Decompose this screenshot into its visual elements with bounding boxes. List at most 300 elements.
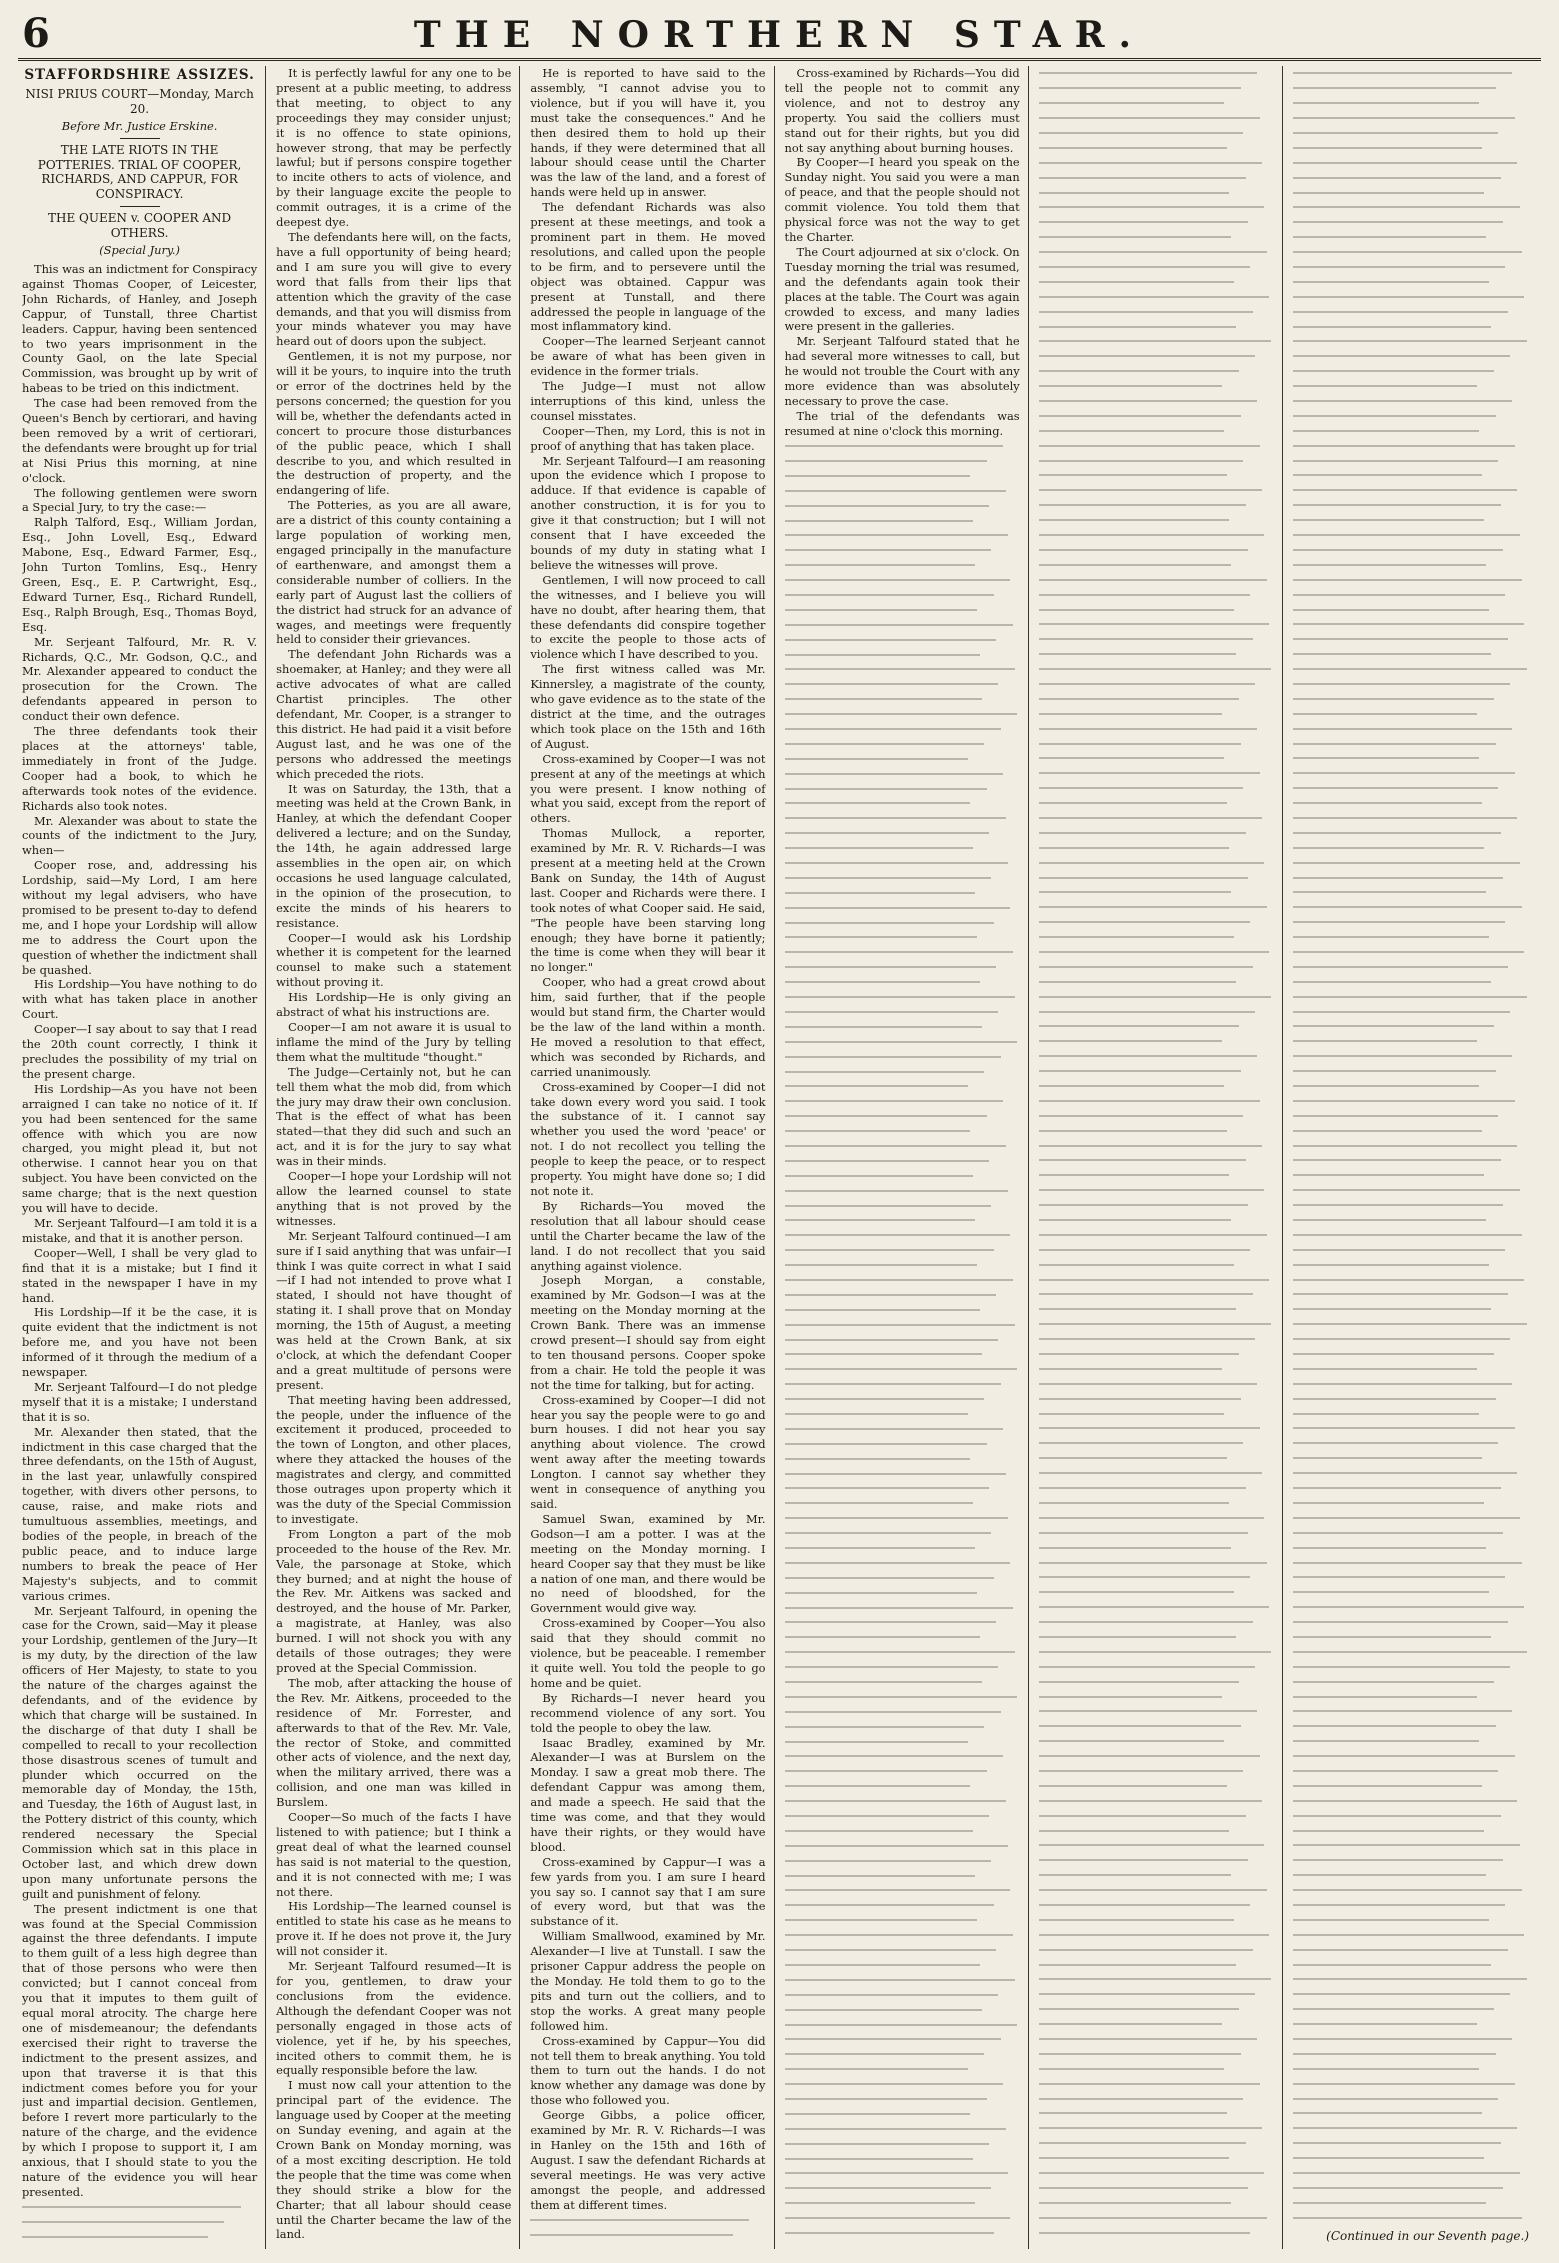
illegible-text-line [1293,215,1529,230]
illegible-text-line [1293,1838,1529,1853]
illegible-text-line [1039,1719,1274,1734]
article-paragraph: Mr. Serjeant Talfourd—I am told it is a mistake, and that it is another person. [22,1215,258,1245]
illegible-text-line [785,1451,1020,1466]
article-paragraph: Cross-examined by Cappur—You did not tell them to break anything. You told them to turn out the hands. I do not know whether any damage was done by those who followed you. [530,2033,766,2108]
illegible-text-line [785,1928,1020,1943]
illegible-text-line [1039,691,1274,706]
illegible-text-line [785,617,1020,632]
article-paragraph: Cooper—I am not aware it is usual to inflame the mind of the Jury by telling them what the multitude "thought." [276,1020,512,1064]
illegible-text-line [1293,1704,1529,1719]
illegible-text-line [1293,1912,1529,1927]
illegible-text-line [1039,289,1274,304]
illegible-text-line [785,885,1020,900]
column-1 [22,66,266,2249]
illegible-text-line [785,1809,1020,1824]
illegible-text-line [1039,528,1274,543]
illegible-text-line [1293,1942,1529,1957]
illegible-text-line [1293,1823,1529,1838]
illegible-text-line [1039,1451,1274,1466]
illegible-text-line [1293,870,1529,885]
illegible-text-line [1039,1347,1274,1362]
illegible-text-line [1039,260,1274,275]
article-paragraph: The Judge—Certainly not, but he can tell them what the mob did, from which the jury may draw their own conclusion. That is the effect of what has been stated—that they did such and such an act, and it is for the jury to say what was in their minds. [276,1064,512,1169]
illegible-text-line [1039,1079,1274,1094]
article-paragraph: Cross-examined by Cooper—I was not present at any of the meetings at which you were present. I know nothing of what you said, except from the report of others. [530,751,766,826]
article-paragraph: Mr. Serjeant Talfourd, Mr. R. V. Richards, Q.C., Mr. Godson, Q.C., and Mr. Alexander appeared to conduct the prosecution for the Crown. The defendants appeared in person to conduct their own defence. [22,634,258,724]
illegible-text-line [1039,1108,1274,1123]
illegible-text-line [1293,1749,1529,1764]
illegible-text-line [785,751,1020,766]
illegible-text-line [1293,1972,1529,1987]
illegible-text-line [1293,483,1529,498]
illegible-text-line [785,573,1020,588]
illegible-text-line [1039,394,1274,409]
illegible-text-line [785,841,1020,856]
illegible-text-line [785,1972,1020,1987]
illegible-text-line [1039,885,1274,900]
illegible-text-line [1039,1123,1274,1138]
article-heading: STAFFORDSHIRE ASSIZES. [24,67,255,83]
illegible-text-line [1293,185,1529,200]
illegible-text-line [785,1005,1020,1020]
illegible-text-line [1039,408,1274,423]
illegible-text-line [1293,1406,1529,1421]
illegible-text-line [1293,200,1529,215]
article-paragraph: Cross-examined by Richards—You did tell the people not to commit any violence, and not to destroy any property. You said the colliers must stand out for their rights, but you did not say anything about burning houses. [784,66,1020,155]
illegible-text-line [1293,2195,1529,2210]
article-paragraph: The present indictment is one that was found at the Special Commission against the three defendants. I impute to them guilt of a less high degree than that of those persons who were then convicted; but I cannot conceal from you that it imputes to them guilt of equal moral atrocity. The charge here one of misdemeanour; the defendants exercised their right to traverse the indictment to the present assizes, and upon that traverse it is that this indictment comes before you for your just and impartial decision. Gentlemen, before I revert more particularly to the nature of the charge, and the evidence by which I propose to support it, I am anxious, that I should state to you the nature of the evidence you will hear presented. [22,1901,258,2199]
illegible-text-line [1293,289,1529,304]
illegible-text-line [1039,1287,1274,1302]
jury-line: (Special Jury.) [99,243,180,258]
illegible-text-line [1039,1987,1274,2002]
illegible-text-line [1293,453,1529,468]
illegible-text-line [1039,2061,1274,2076]
illegible-text-line [785,468,1020,483]
illegible-text-line [785,1779,1020,1794]
article-paragraph: The defendants here will, on the facts, have a full opportunity of being heard; and I am sure you will give to every word that falls from their lips that attention which the gravity of the case demands, and that you will dismiss from your minds whatever you may have heard out of doors upon the subject. [276,229,512,349]
illegible-text-line [785,1109,1020,1124]
illegible-text-line [1293,498,1529,513]
illegible-text-line [1039,945,1274,960]
illegible-text-line [785,2077,1020,2092]
illegible-text-line [1293,1778,1529,1793]
article-paragraph: The Judge—I must not allow interruptions of this kind, unless the counsel misstates. [530,379,766,423]
illegible-text-line [1039,1749,1274,1764]
illegible-text-line [1293,1004,1529,1019]
illegible-text-line [785,1600,1020,1615]
column-4 [785,66,1029,2249]
illegible-text-line [1293,528,1529,543]
illegible-text-line [1293,662,1529,677]
illegible-text-line [1039,677,1274,692]
article-paragraph: This was an indictment for Conspiracy against Thomas Cooper, of Leicester, John Richards, of Hanley, and Joseph Cappur, of Tunstall, three Chartist leaders. Cappur, having been sentenced to two years imprisonment in the County Gaol, on the late Special Commission, was brought up by writ of habeas to be tried on this indictment. [22,261,258,396]
illegible-text-line [1039,349,1274,364]
illegible-text-line [1039,1034,1274,1049]
illegible-text-line [1039,1391,1274,1406]
illegible-text-line [1293,1615,1529,1630]
illegible-text-line [1293,1034,1529,1049]
illegible-text-line [785,960,1020,975]
illegible-text-line [785,1526,1020,1541]
illegible-text-line [1039,334,1274,349]
illegible-text-line [785,1868,1020,1883]
illegible-text-line [785,1407,1020,1422]
illegible-text-line [1293,1466,1529,1481]
illegible-text-line [1039,647,1274,662]
illegible-text-line [1039,1823,1274,1838]
illegible-text-line [785,2136,1020,2151]
illegible-text-line [1039,1793,1274,1808]
illegible-text-line [1293,1332,1529,1347]
illegible-text-line [785,1049,1020,1064]
illegible-text-line [1293,1883,1529,1898]
illegible-text-line [1293,1585,1529,1600]
illegible-text-line [1293,1421,1529,1436]
illegible-text-line [785,1362,1020,1377]
illegible-text-line [1293,1213,1529,1228]
illegible-text-line [1039,602,1274,617]
illegible-text-line [1039,1183,1274,1198]
illegible-text-line [1293,989,1529,1004]
illegible-text-line [1039,781,1274,796]
illegible-text-line [1039,915,1274,930]
illegible-text-line [1039,1436,1274,1451]
illegible-text-line [1039,1674,1274,1689]
illegible-text-line [1039,617,1274,632]
illegible-text-line [1039,2076,1274,2091]
illegible-text-line [1039,1778,1274,1793]
illegible-text-line [22,2215,257,2230]
article-paragraph: The case had been removed from the Queen's Bench by certiorari, and having been removed by a writ of certiorari, the defendants were brought up for trial at Nisi Prius this morning, at nine o'clock. [22,396,258,485]
article-paragraph: Mr. Alexander then stated, that the indictment in this case charged that the three defendants, on the 15th of August, in the last year, unlawfully conspired together, with divers other persons, to cause, raise, and make riots and tumultuous assemblies, meetings, and bodies of the people, in breach of the public peace, and to induce large numbers to break the peace of Her Majesty's subjects, and to commit various crimes. [22,1424,258,1603]
illegible-text-line [785,1139,1020,1154]
illegible-text-line [1293,1793,1529,1808]
illegible-text-line [1039,1525,1274,1540]
illegible-text-line [1293,557,1529,572]
article-paragraph: The three defendants took their places at the attorneys' table, immediately in front of the Judge. Cooper had a book, to which he afterwards took notes of the evidence. Richards also took notes. [22,724,258,813]
illegible-text-line [1293,2002,1529,2017]
illegible-text-line [1039,1168,1274,1183]
illegible-text-line [1039,453,1274,468]
continued-note: (Continued in our Seventh page.) [1326,2229,1529,2244]
illegible-text-line [1293,1496,1529,1511]
illegible-text-line [785,2196,1020,2211]
illegible-text-line [1039,66,1274,81]
illegible-text-line [1293,1093,1529,1108]
article-paragraph: Cooper—I hope your Lordship will not allow the learned counsel to state anything that is not proved by the witnesses. [276,1169,512,1228]
illegible-text-line [1293,1272,1529,1287]
illegible-text-line [1293,155,1529,170]
illegible-text-line [1293,1570,1529,1585]
illegible-text-line [1293,2121,1529,2136]
illegible-text-line [785,1317,1020,1332]
illegible-text-line [785,2047,1020,2062]
illegible-text-line [1293,2017,1529,2032]
column-6 [1293,66,1537,2249]
illegible-text-line [1039,1540,1274,1555]
illegible-text-line [785,1213,1020,1228]
illegible-text-line [785,1228,1020,1243]
illegible-text-line [1039,513,1274,528]
article-paragraph: Mr. Serjeant Talfourd stated that he had several more witnesses to call, but he would not trouble the Court with any more evidence than was absolutely necessary to prove the case. [784,334,1020,408]
article-paragraph: William Smallwood, examined by Mr. Alexander—I live at Tunstall. I saw the prisoner Cappur address the people on the Monday. He told them to go to the pits and turn out the colliers, and to stop the works. A great many people followed him. [530,1929,766,2033]
illegible-text-line [1039,632,1274,647]
illegible-text-line [1039,721,1274,736]
illegible-text-line [1039,2121,1274,2136]
illegible-text-line [1293,2210,1529,2225]
illegible-text-line [1039,81,1274,96]
illegible-text-line [1039,1317,1274,1332]
article-paragraph: Cross-examined by Cooper—I did not take down every word you said. I took the substance of it. I cannot say whether you used the word 'peace' or not. I do not recollect you telling the people to keep the peace, or to respect property. You might have done so; I did not note it. [530,1079,766,1198]
illegible-text-line [785,543,1020,558]
illegible-text-line [1293,260,1529,275]
illegible-text-line [1293,1451,1529,1466]
article-paragraph: From Longton a part of the mob proceeded to the house of the Rev. Mr. Vale, the parsonage at Stoke, which they burned; and at night the house of the Rev. Mr. Aitkens was sacked and destroyed, and the house of Mr. Parker, a magistrate, at Hanley, was also burned. I will not shock you with any details of those outrages; they were proved at the Special Commission. [276,1526,512,1675]
illegible-text-line [1039,1555,1274,1570]
article-paragraph: Cooper—I say about to say that I read the 20th count correctly, I think it precludes the possibility of my trial on the present charge. [22,1022,258,1081]
illegible-text-line [1039,855,1274,870]
illegible-text-line [785,1302,1020,1317]
illegible-text-line [785,1019,1020,1034]
illegible-text-line [1039,1704,1274,1719]
illegible-text-line [1293,811,1529,826]
illegible-text-line [1293,1927,1529,1942]
illegible-text-line [785,2106,1020,2121]
illegible-text-line [785,602,1020,617]
illegible-text-line [1039,1257,1274,1272]
illegible-text-line [785,1332,1020,1347]
article-paragraph: Samuel Swan, examined by Mr. Godson—I am a potter. I was at the meeting on the Monday morning. I heard Cooper say that they must be like a nation of one man, and there would be no need of bloodshed, for the Government would give way. [530,1511,766,1616]
article-paragraph: It is perfectly lawful for any one to be present at a public meeting, to address that meeting, to object to any proceedings they may consider unjust; it is no offence to state opinions, however strong, that may be perfectly lawful; but if persons conspire together to incite others to acts of violence, and by their language excite the people to commit outrages, it is a crime of the deepest dye. [276,66,512,230]
illegible-text-line [1293,855,1529,870]
illegible-text-line [785,1198,1020,1213]
illegible-text-line [1039,1004,1274,1019]
illegible-text-line [1293,1376,1529,1391]
illegible-text-line [785,1734,1020,1749]
illegible-text-line [1039,1883,1274,1898]
illegible-text-line [785,1094,1020,1109]
article-paragraph: Mr. Serjeant Talfourd continued—I am sure if I said anything that was unfair—I think I was quite correct in what I said—if I had not intended to prove what I stated, I should not have thought of stating it. I shall prove that on Monday morning, the 15th of August, a meeting was held at the Crown Bank, at six o'clock, at which the defendant Cooper and a great multitude of persons were present. [276,1228,512,1392]
article-paragraph: His Lordship—You have nothing to do with what has taken place in another Court. [22,977,258,1022]
illegible-text-line [1293,543,1529,558]
illegible-text-line [785,528,1020,543]
illegible-text-line [1039,2106,1274,2121]
article-columns [22,66,1537,2249]
illegible-text-line [1293,304,1529,319]
article-paragraph: The trial of the defendants was resumed at nine o'clock this morning. [784,408,1020,438]
illegible-text-line [1039,1496,1274,1511]
article-paragraph: I must now call your attention to the principal part of the evidence. The language used by Cooper at the meeting on Sunday evening, and again at the Crown Bank on Monday morning, was of a most exciting description. He told the people that the time was come when they should strike a blow for the Charter; that all labour should cease until the Charter became the law of the land. [276,2078,512,2242]
illegible-text-line [785,1689,1020,1704]
illegible-text-line [1039,483,1274,498]
illegible-text-line [1039,468,1274,483]
article-paragraph: Mr. Serjeant Talfourd—I do not pledge myself that it is a mistake; I understand that it is so. [22,1379,258,1424]
judge-line: Before Mr. Justice Erskine. [61,118,218,133]
illegible-text-line [1039,111,1274,126]
illegible-text-line [1293,1674,1529,1689]
illegible-text-line [1293,1049,1529,1064]
illegible-text-line [785,1883,1020,1898]
illegible-text-line [785,1987,1020,2002]
illegible-text-line [1293,1600,1529,1615]
illegible-text-line [785,826,1020,841]
illegible-text-line [785,2121,1020,2136]
article-paragraph: Cross-examined by Cooper—You also said that they should commit no violence, but be peaceable. I remember it quite well. You told the people to go home and be quiet. [530,1616,766,1690]
illegible-text-line [1039,1138,1274,1153]
illegible-text-line [1039,304,1274,319]
illegible-text-line [1293,945,1529,960]
article-paragraph: He is reported to have said to the assembly, "I cannot advise you to violence, but if you will have it, you must take the consequences." And he then desired them to hold up their hands, if they were determined that all labour should cease until the Charter was the law of the land, and a forest of hands were held up in answer. [530,66,766,200]
illegible-text-line [1039,1659,1274,1674]
illegible-text-line [1293,230,1529,245]
illegible-text-line [1293,2061,1529,2076]
illegible-text-line [1039,185,1274,200]
illegible-text-line [1293,1734,1529,1749]
illegible-text-line [1293,274,1529,289]
article-paragraph: Joseph Morgan, a constable, examined by Mr. Godson—I was at the meeting on the Monday morning at the Crown Bank. There was an immense crowd present—I should say from eight to ten thousand persons. Cooper spoke from a chair. He told the people it was not the time for talking, but for acting. [530,1273,766,1392]
illegible-text-line [1293,364,1529,379]
illegible-text-line [785,588,1020,603]
illegible-text-line [1293,1361,1529,1376]
illegible-text-line [1039,126,1274,141]
article-paragraph: Mr. Serjeant Talfourd—I am reasoning upon the evidence which I propose to adduce. If that evidence is capable of another construction, it is for you to give it that construction; but I will not consent that I have exceeded the bounds of my duty in stating what I believe the witnesses will prove. [530,453,766,572]
illegible-text-line [1039,706,1274,721]
illegible-text-line [785,1392,1020,1407]
illegible-text-line [785,1675,1020,1690]
illegible-text-line [1039,2136,1274,2151]
illegible-text-line [1039,1898,1274,1913]
masthead [18,8,1541,61]
illegible-text-line [1039,1600,1274,1615]
illegible-text-line [1293,647,1529,662]
article-paragraph: Cooper rose, and, addressing his Lordship, said—My Lord, I am here without my legal advisers, who have promised to be present to-day to defend me, and I hope your Lordship will allow me to address the Court upon the question of whether the indictment shall be quashed. [22,858,258,977]
illegible-text-line [1039,498,1274,513]
illegible-text-line [785,1466,1020,1481]
illegible-text-line [1293,1957,1529,1972]
illegible-text-line [1293,468,1529,483]
illegible-text-line [1039,1019,1274,1034]
illegible-text-line [785,439,1020,454]
illegible-text-line [1039,319,1274,334]
illegible-text-line [1293,1436,1529,1451]
illegible-text-line [785,1660,1020,1675]
illegible-text-line [1039,1615,1274,1630]
illegible-text-line [1293,915,1529,930]
illegible-text-line [1293,349,1529,364]
illegible-text-line [785,1079,1020,1094]
illegible-text-line [785,1243,1020,1258]
illegible-text-line [1293,1689,1529,1704]
illegible-text-line [1039,811,1274,826]
illegible-text-line [785,1481,1020,1496]
illegible-text-line [1293,81,1529,96]
illegible-text-line [1293,602,1529,617]
illegible-text-line [785,945,1020,960]
illegible-text-line [1293,1808,1529,1823]
illegible-text-line [1293,721,1529,736]
article-paragraph: Cooper—The learned Serjeant cannot be aware of what has been given in evidence in the former trials. [530,334,766,379]
illegible-text-line [1293,1987,1529,2002]
illegible-text-line [1039,1630,1274,1645]
illegible-text-line [785,2017,1020,2032]
illegible-text-line [22,2230,257,2245]
illegible-text-line [785,2151,1020,2166]
illegible-text-line [785,2062,1020,2077]
illegible-text-line [1039,438,1274,453]
illegible-text-line [1293,1898,1529,1913]
illegible-text-line [1293,825,1529,840]
illegible-text-line [1039,662,1274,677]
illegible-text-line [785,1511,1020,1526]
article-paragraph: Cross-examined by Cooper—I did not hear you say the people were to go and burn houses. I did not hear you say anything about violence. The crowd went away after the meeting towards Longton. I cannot say whether they went in consequence of anything you said. [530,1392,766,1511]
illegible-text-line [785,1034,1020,1049]
illegible-text-line [785,1287,1020,1302]
article-paragraph: The first witness called was Mr. Kinnersley, a magistrate of the county, who gave evidence as to the state of the district at the time, and the outrages which took place on the 15th and 16th of August. [530,662,766,751]
illegible-text-line [1039,989,1274,1004]
illegible-text-line [785,1347,1020,1362]
illegible-text-line [1039,274,1274,289]
illegible-text-line [1293,1347,1529,1362]
illegible-text-line [1293,900,1529,915]
illegible-text-line [1293,1719,1529,1734]
article-paragraph: Thomas Mullock, a reporter, examined by Mr. R. V. Richards—I was present at a meeting held at the Crown Bank on Sunday, the 14th of August last. Cooper and Richards were there. I took notes of what Cooper said. He said, "The people have been starving long enough; they have borne it patiently; the time is come when they will bear it no longer." [530,826,766,975]
illegible-text-line [1039,1927,1274,1942]
illegible-text-line [1039,1481,1274,1496]
illegible-text-line [785,1153,1020,1168]
article-paragraph: Gentlemen, I will now proceed to call the witnesses, and I believe you will have no doubt, after hearing them, that these defendants did conspire together to excite the people to those acts of violence which I have described to you. [530,572,766,662]
illegible-text-line [1293,1764,1529,1779]
illegible-text-line [1293,796,1529,811]
illegible-text-line [785,2181,1020,2196]
article-paragraph: Isaac Bradley, examined by Mr. Alexander—I was at Burslem on the Monday. I saw a great mob there. The defendant Cappur was among them, and made a speech. He said that the time was come, and that they would have their rights, or they would have blood. [530,1735,766,1854]
illegible-text-line [785,1958,1020,1973]
illegible-text-line [785,1853,1020,1868]
illegible-text-line [1293,1853,1529,1868]
illegible-text-line [1293,840,1529,855]
illegible-text-line [785,1794,1020,1809]
illegible-text-line [785,1421,1020,1436]
illegible-text-line [1039,170,1274,185]
illegible-text-line [1293,1257,1529,1272]
illegible-text-line [1039,751,1274,766]
illegible-text-line [785,1541,1020,1556]
illegible-text-line [1293,930,1529,945]
illegible-text-line [1039,1644,1274,1659]
illegible-text-line [785,632,1020,647]
illegible-text-line [1293,96,1529,111]
illegible-text-line [785,1913,1020,1928]
illegible-text-line [785,1258,1020,1273]
illegible-text-line [1293,617,1529,632]
illegible-text-line [785,692,1020,707]
illegible-text-line [785,1555,1020,1570]
case-title: THE QUEEN v. COOPER AND OTHERS. [48,211,232,241]
illegible-text-line [1039,1153,1274,1168]
illegible-text-line [1293,334,1529,349]
illegible-text-line [1039,1912,1274,1927]
illegible-text-line [785,1496,1020,1511]
illegible-text-line [530,2227,765,2242]
illegible-text-line [1293,1302,1529,1317]
illegible-text-line [1293,1168,1529,1183]
illegible-text-line [1293,885,1529,900]
illegible-text-line [785,1585,1020,1600]
illegible-text-line [785,1898,1020,1913]
illegible-text-line [1039,572,1274,587]
illegible-text-line [1293,394,1529,409]
illegible-text-line [785,1719,1020,1734]
